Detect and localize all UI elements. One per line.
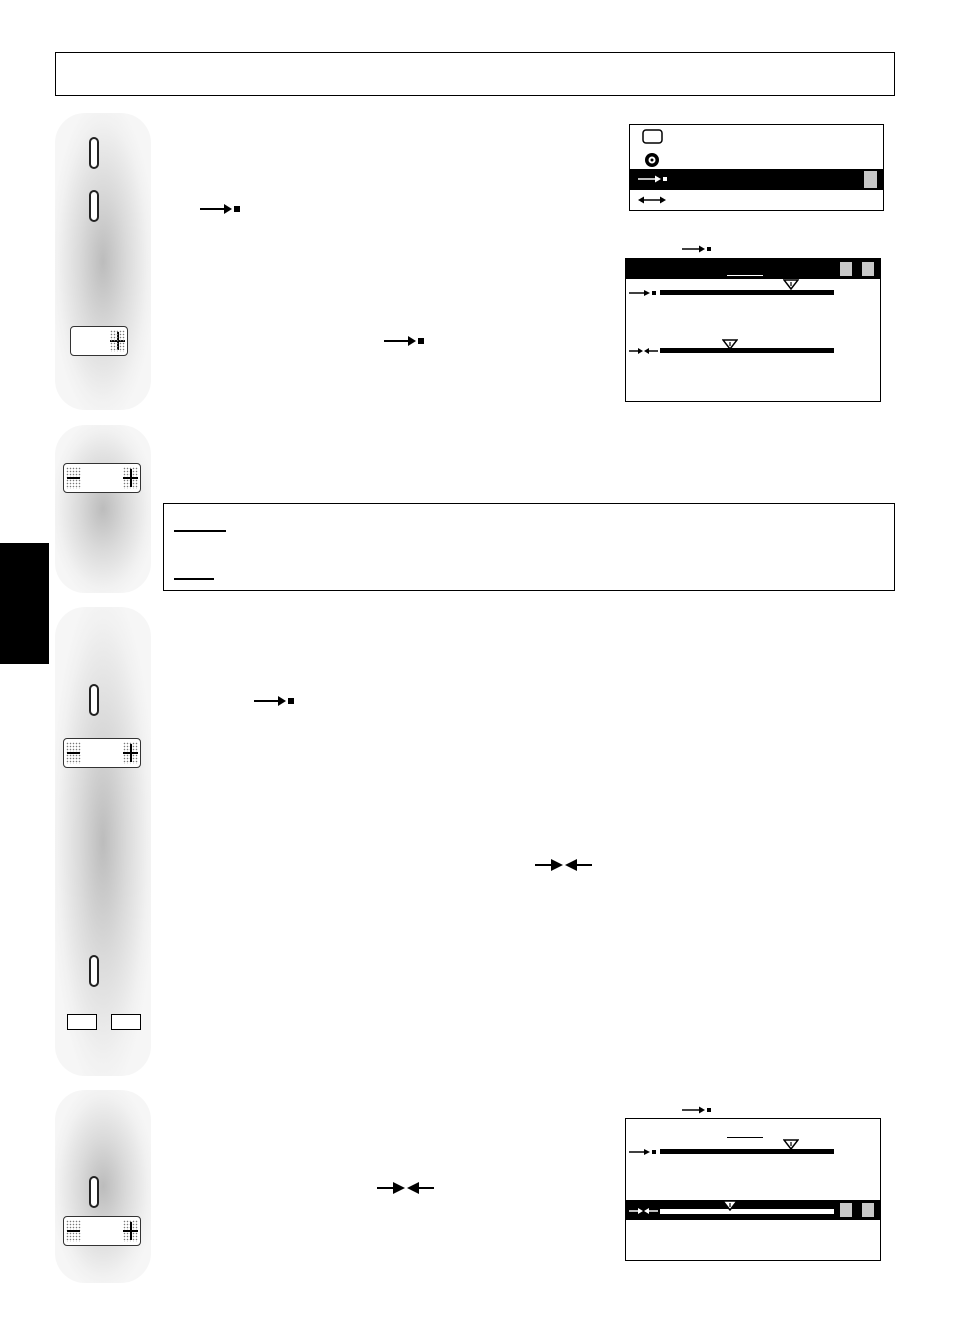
arrow-to-stop-icon xyxy=(682,1104,714,1116)
triangle-marker-icon[interactable] xyxy=(783,1139,799,1150)
triangle-marker-icon[interactable] xyxy=(783,279,799,290)
remote-strip-step-3 xyxy=(55,607,151,1076)
slider-track-converge[interactable] xyxy=(660,1209,834,1214)
small-key[interactable] xyxy=(111,1014,141,1030)
arrow-to-stop-icon xyxy=(629,287,659,299)
converging-arrows-icon xyxy=(629,345,659,357)
arrow-to-stop-icon xyxy=(629,1146,659,1158)
plus-minus-key[interactable] xyxy=(63,463,141,493)
menu-key-icon[interactable] xyxy=(89,955,99,987)
arrow-to-stop-icon xyxy=(254,694,296,708)
panel-title xyxy=(727,275,763,276)
arrow-to-stop-icon xyxy=(384,334,426,348)
menu-key-icon[interactable] xyxy=(89,1176,99,1208)
page-header-box xyxy=(55,52,895,96)
menu-item-screen[interactable] xyxy=(630,127,883,148)
menu-key-icon[interactable] xyxy=(89,137,99,169)
osd-adjust-panel-1 xyxy=(625,258,881,402)
remote-strip-step-1 xyxy=(55,113,151,410)
plus-key-icon[interactable] xyxy=(70,326,128,356)
plus-key-icon[interactable] xyxy=(123,1220,138,1242)
double-arrow-icon xyxy=(638,194,668,206)
plus-minus-key[interactable] xyxy=(63,1216,141,1246)
note-heading-2 xyxy=(174,578,214,580)
small-key[interactable] xyxy=(67,1014,97,1030)
converging-arrows-icon xyxy=(629,1205,659,1217)
selection-marker xyxy=(864,171,877,188)
slider-track-shift[interactable] xyxy=(660,290,834,295)
minus-key-icon[interactable] xyxy=(66,467,81,489)
menu-key-icon[interactable] xyxy=(89,190,99,222)
remote-strip-step-2 xyxy=(55,425,151,593)
panel-button[interactable] xyxy=(862,1203,874,1217)
arrow-to-stop-icon xyxy=(682,243,714,255)
menu-item-bidirectional[interactable] xyxy=(630,190,883,211)
triangle-marker-icon[interactable] xyxy=(722,339,738,350)
osd-adjust-panel-2 xyxy=(625,1118,881,1261)
panel-button[interactable] xyxy=(840,1203,852,1217)
menu-item-disc[interactable] xyxy=(630,149,883,170)
menu-key-icon[interactable] xyxy=(89,684,99,716)
minus-key-icon[interactable] xyxy=(66,1220,81,1242)
slider-track-shift[interactable] xyxy=(660,1149,834,1154)
arrow-to-stop-icon xyxy=(200,202,242,216)
panel-title xyxy=(727,1137,763,1138)
plus-key-icon[interactable] xyxy=(123,467,138,489)
panel-button[interactable] xyxy=(840,262,852,276)
osd-menu xyxy=(629,124,884,211)
converging-arrows-icon xyxy=(377,1181,435,1195)
panel-title-bar xyxy=(626,259,880,279)
note-heading-1 xyxy=(174,530,226,532)
slider-track-converge[interactable] xyxy=(660,348,834,353)
panel-button[interactable] xyxy=(862,262,874,276)
note-box xyxy=(163,503,895,591)
plus-minus-key[interactable] xyxy=(63,738,141,768)
menu-item-picture-shift[interactable] xyxy=(630,169,883,190)
converging-arrows-icon xyxy=(535,858,593,872)
arrow-to-stop-icon xyxy=(638,173,670,185)
disc-icon xyxy=(644,152,662,168)
screen-icon xyxy=(642,129,664,145)
language-tab xyxy=(0,543,49,664)
minus-key-icon[interactable] xyxy=(66,742,81,764)
triangle-marker-icon[interactable] xyxy=(722,1200,738,1211)
plus-key-icon[interactable] xyxy=(123,742,138,764)
remote-strip-step-4 xyxy=(55,1090,151,1283)
